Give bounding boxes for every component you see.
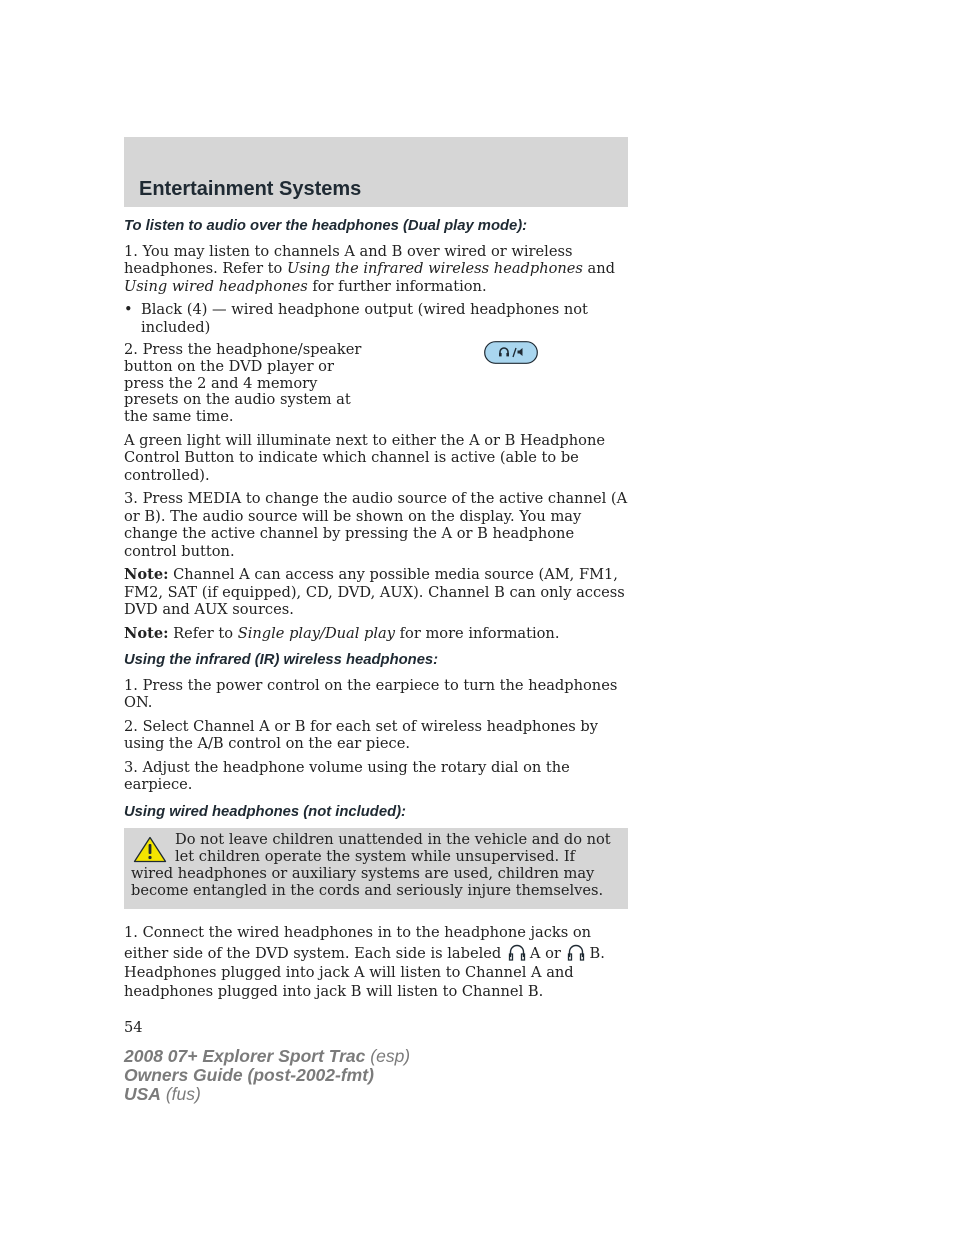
bullet-dot: • [124, 301, 133, 318]
note-label: Note: [124, 566, 169, 584]
page-number: 54 [124, 1018, 143, 1036]
reference-single-dual-play: Single play/Dual play [237, 624, 396, 642]
footer-line-guide: Owners Guide (post-2002-fmt) [124, 1065, 374, 1085]
paragraph-ir-step1: 1. Press the power control on the earpiece to turn the headphones ON. [124, 676, 618, 712]
paragraph-step2: 2. Press the headphone/speaker button on the DVD player or press the 2 and 4 memory presets on the audio system at the same time. [124, 341, 362, 426]
footer-line-market: USA (fus) [124, 1084, 201, 1104]
paragraph-green-light: A green light will illuminate next to either the A or B Headphone Control Button to indicate which channel is active (able to be controlled). [124, 431, 605, 484]
warning-triangle-icon [133, 836, 167, 863]
paragraph-step3: 3. Press MEDIA to change the audio source of the active channel (A or B). The audio source will be shown on the display. You may change the active channel by pressing the A or B headphone control button. [124, 490, 628, 560]
headphone-icon [507, 942, 527, 962]
document-footer [124, 1047, 410, 1104]
heading-wired-headphones: Using wired headphones (not included): [124, 803, 406, 820]
bullet-item [124, 301, 628, 336]
headphone-speaker-button-icon [484, 341, 538, 364]
page-title: Entertainment Systems [139, 178, 362, 200]
paragraph-wired-step1: 1. Connect the wired headphones in to the headphone jacks on either side of the DVD system. Each side is labeled A or B. Headphones plugged into jack A will listen to Channel A and headphones plugged into jack B will listen to Channel B. [124, 923, 605, 1000]
section-header-band [124, 137, 628, 207]
reference-wired-headphones: Using wired headphones [124, 277, 308, 295]
note-channels: Note: Channel A can access any possible media source (AM, FM1, FM2, SAT (if equipped), CD, DVD, AUX). Channel B can only access DVD and AUX sources. [124, 566, 625, 619]
note-single-dual: Note: Refer to Single play/Dual play for more information. [124, 624, 560, 642]
warning-text: Do not leave children unattended in the vehicle and do not let children operate the system while unsupervised. If wired headphones or auxiliary systems are used, children may become entangled in the cords and seriously injure themselves. [131, 831, 611, 899]
paragraph-ir-step3: 3. Adjust the headphone volume using the rotary dial on the earpiece. [124, 758, 570, 794]
footer-line-vehicle: 2008 07+ Explorer Sport Trac (esp) [124, 1046, 411, 1066]
heading-dual-play: To listen to audio over the headphones (Dual play mode): [124, 218, 528, 234]
bullet-text: Black (4) — wired headphone output (wired headphones not included) [141, 301, 588, 336]
page-content [124, 218, 628, 1036]
step2-row [124, 342, 628, 426]
reference-infrared-headphones: Using the infrared wireless headphones [286, 260, 583, 277]
headphone-icon [566, 942, 586, 962]
warning-box [124, 828, 628, 908]
note-label: Note: [124, 624, 169, 642]
paragraph-ir-step2: 2. Select Channel A or B for each set of wireless headphones by using the A/B control on the ear piece. [124, 717, 598, 753]
paragraph-step1: 1. You may listen to channels A and B over wired or wireless headphones. Refer to Using the infrared wireless headphones and Using wired headphones for further information. [124, 242, 616, 295]
heading-ir-headphones: Using the infrared (IR) wireless headphones: [124, 652, 439, 669]
